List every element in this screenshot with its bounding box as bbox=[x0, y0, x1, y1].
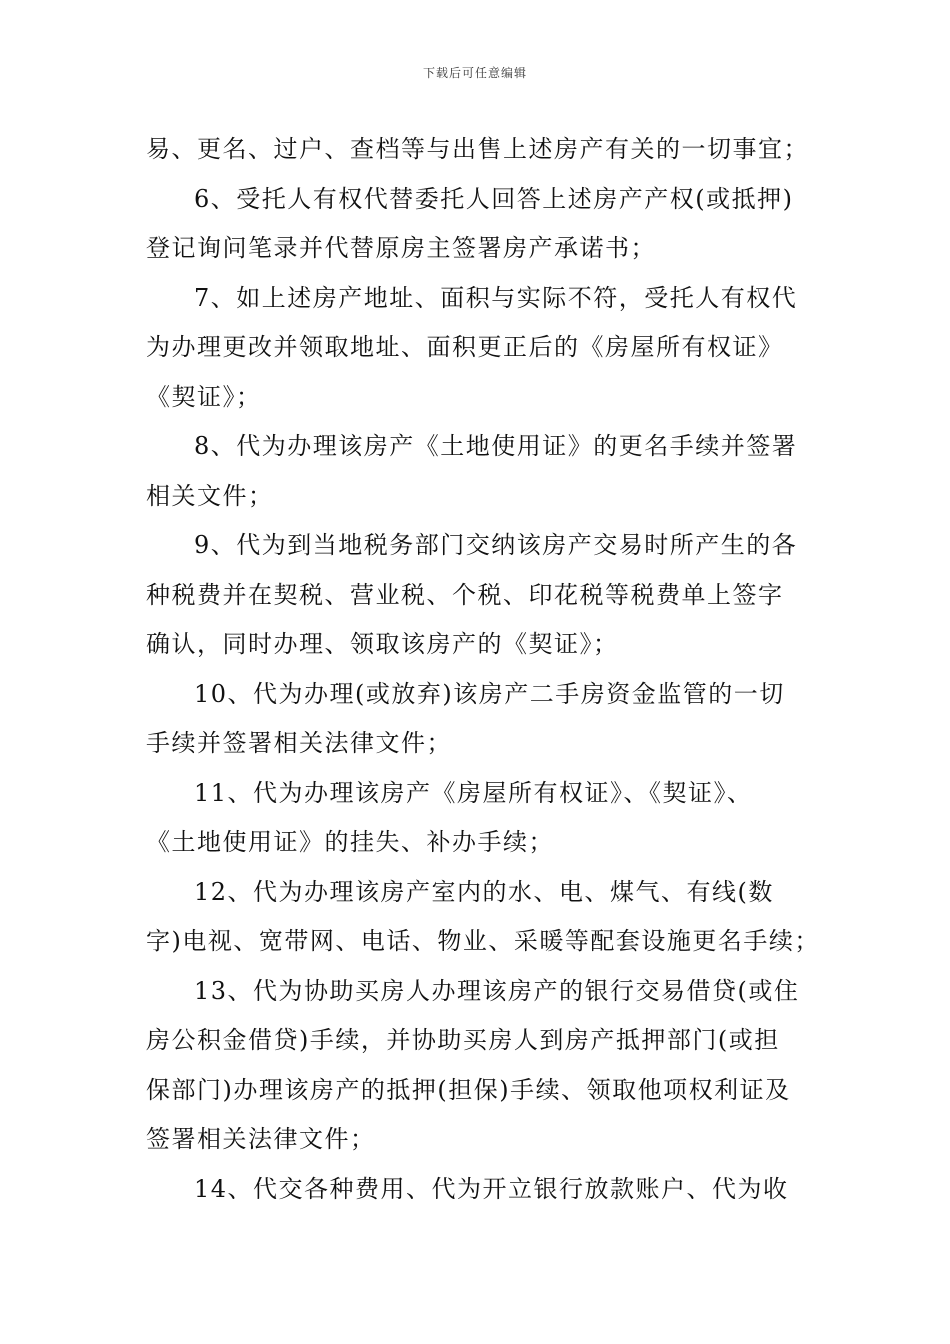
text-line: 手续并签署相关法律文件； bbox=[146, 729, 452, 757]
text-line: 易、更名、过户、查档等与出售上述房产有关的一切事宜； bbox=[146, 135, 809, 163]
text-line: 确认，同时办理、领取该房产的《契证》； bbox=[146, 630, 619, 658]
text-line: 登记询问笔录并代替原房主签署房产承诺书； bbox=[146, 234, 656, 262]
text-line: 保部门)办理该房产的抵押(担保)手续、领取他项权利证及 bbox=[146, 1075, 791, 1104]
text-line: 签署相关法律文件； bbox=[146, 1125, 376, 1153]
text-line: 字)电视、宽带网、电话、物业、采暖等配套设施更名手续； bbox=[146, 927, 820, 955]
text-line: 种税费并在契税、营业税、个税、印花税等税费单上签字 bbox=[146, 580, 784, 609]
text-line: 相关文件； bbox=[146, 481, 274, 510]
text-line: 6、受托人有权代替委托人回答上述房产产权(或抵押) bbox=[194, 184, 794, 213]
text-line: 12、代为办理该房产室内的水、电、煤气、有线(数 bbox=[194, 877, 774, 906]
text-line: 10、代为办理(或放弃)该房产二手房资金监管的一切 bbox=[194, 679, 785, 708]
text-line: 13、代为协助买房人办理该房产的银行交易借贷(或住 bbox=[194, 976, 800, 1005]
text-line: 7、如上述房产地址、面积与实际不符，受托人有权代 bbox=[194, 283, 798, 312]
text-line: 11、代为办理该房产《房屋所有权证》、《契证》、 bbox=[194, 778, 753, 807]
text-line: 房公积金借贷)手续，并协助买房人到房产抵押部门(或担 bbox=[146, 1026, 780, 1054]
text-line: 8、代为办理该房产《土地使用证》的更名手续并签署 bbox=[194, 432, 798, 460]
text-line: 为办理更改并领取地址、面积更正后的《房屋所有权证》 bbox=[146, 333, 784, 361]
text-line: 14、代交各种费用、代为开立银行放款账户、代为收 bbox=[194, 1174, 789, 1203]
page-header: 下载后可任意编辑 bbox=[422, 66, 527, 80]
text-line: 《契证》； bbox=[146, 382, 262, 411]
text-line: 9、代为到当地税务部门交纳该房产交易时所产生的各 bbox=[194, 531, 798, 559]
document-body bbox=[146, 125, 820, 1214]
text-line: 《土地使用证》的挂失、补办手续； bbox=[146, 828, 554, 856]
